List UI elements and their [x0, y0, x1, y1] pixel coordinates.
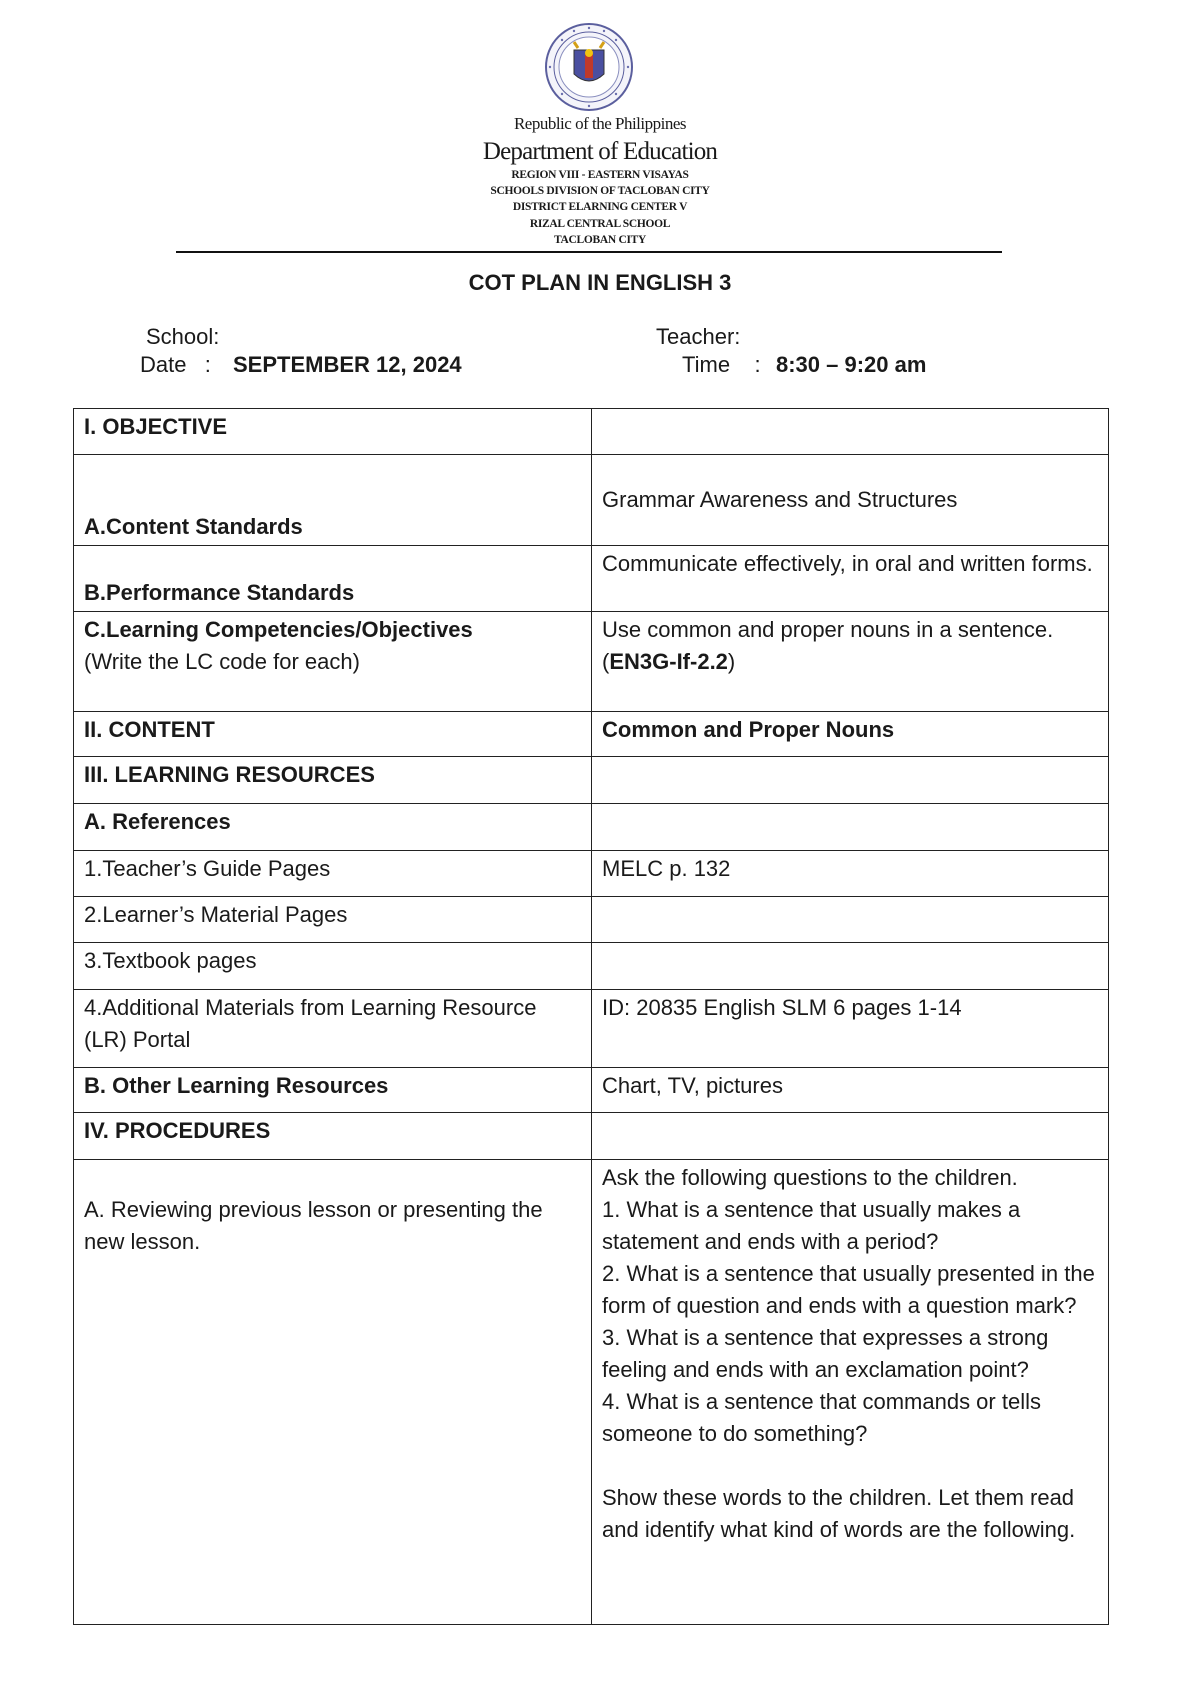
reviewing-content-cell — [592, 1160, 1109, 1625]
table-row — [74, 757, 1109, 804]
other-resources-label: B. Other Learning Resources — [74, 1068, 592, 1113]
table-row — [74, 546, 1109, 612]
references-heading: A. References — [74, 804, 592, 851]
learning-resources-value — [592, 757, 1109, 804]
reviewing-question-1: 1. What is a sentence that usually makes a statement and ends with a period? — [602, 1197, 1021, 1254]
teachers-guide-label: 1.Teacher’s Guide Pages — [74, 851, 592, 897]
time-label: Time : — [682, 352, 761, 377]
city-line: TACLOBAN CITY — [553, 234, 647, 246]
header-divider — [176, 251, 1002, 253]
procedures-heading: IV. PROCEDURES — [74, 1113, 592, 1160]
reviewing-intro: Ask the following questions to the children. — [602, 1165, 1018, 1190]
teacher-label: Teacher: — [656, 324, 741, 349]
republic-line: Republic of the Philippines — [513, 114, 687, 133]
table-row — [74, 455, 1109, 546]
lc-code-close: ) — [727, 649, 736, 674]
content-standards-value: Grammar Awareness and Structures — [592, 455, 1109, 546]
learning-competencies-value-cell — [592, 612, 1109, 712]
learning-competencies-label: C.Learning Competencies/Objectives — [84, 617, 473, 642]
table-row — [74, 1068, 1109, 1113]
objective-value — [592, 409, 1109, 455]
reviewing-label: A. Reviewing previous lesson or presenting the new lesson. — [84, 1197, 543, 1254]
performance-standards-value: Communicate effectively, in oral and written forms. — [592, 546, 1109, 612]
table-row — [74, 1113, 1109, 1160]
learning-resources-heading: III. LEARNING RESOURCES — [74, 757, 592, 804]
table-row — [74, 712, 1109, 757]
lc-code-open: ( — [602, 649, 610, 674]
learning-competencies-note: (Write the LC code for each) — [84, 649, 360, 674]
teachers-guide-value: MELC p. 132 — [592, 851, 1109, 897]
performance-standards-label: B.Performance Standards — [74, 546, 592, 612]
additional-materials-value: ID: 20835 English SLM 6 pages 1-14 — [592, 990, 1109, 1068]
table-row — [74, 409, 1109, 455]
content-value: Common and Proper Nouns — [592, 712, 1109, 757]
other-resources-value: Chart, TV, pictures — [592, 1068, 1109, 1113]
reviewing-label-cell — [74, 1160, 592, 1625]
lesson-plan-table — [73, 408, 1109, 1625]
objective-heading: I. OBJECTIVE — [74, 409, 592, 455]
reviewing-question-4: 4. What is a sentence that commands or tells someone to do something? — [602, 1389, 1041, 1446]
learning-competencies-value: Use common and proper nouns in a sentence. — [602, 617, 1054, 642]
division-line: SCHOOLS DIVISION OF TACLOBAN CITY — [490, 185, 710, 197]
reviewing-question-3: 3. What is a sentence that expresses a strong feeling and ends with an exclamation point? — [602, 1325, 1049, 1382]
table-row — [74, 612, 1109, 712]
reviewing-question-2: 2. What is a sentence that usually presented in the form of question and ends with a question mark? — [602, 1261, 1095, 1318]
table-row — [74, 804, 1109, 851]
time-value: 8:30 – 9:20 am — [776, 352, 927, 377]
page-title: COT PLAN IN ENGLISH 3 — [468, 270, 732, 295]
table-row — [74, 897, 1109, 943]
textbook-value — [592, 943, 1109, 990]
additional-materials-label: 4.Additional Materials from Learning Resource (LR) Portal — [74, 990, 592, 1068]
table-row — [74, 943, 1109, 990]
lc-code: EN3G-If-2.2 — [609, 649, 728, 674]
learning-competencies-cell — [74, 612, 592, 712]
references-value — [592, 804, 1109, 851]
table-row — [74, 1160, 1109, 1625]
table-row — [74, 851, 1109, 897]
learners-material-label: 2.Learner’s Material Pages — [74, 897, 592, 943]
department-name: Department of Education — [482, 138, 718, 165]
date-value: SEPTEMBER 12, 2024 — [233, 352, 462, 377]
content-standards-label: A.Content Standards — [74, 455, 592, 546]
school-name-line: RIZAL CENTRAL SCHOOL — [529, 218, 671, 230]
reviewing-outro: Show these words to the children. Let them read and identify what kind of words are the following. — [602, 1485, 1076, 1542]
learners-material-value — [592, 897, 1109, 943]
content-heading: II. CONTENT — [74, 712, 592, 757]
table-row — [74, 990, 1109, 1068]
date-label: Date : — [140, 352, 211, 377]
school-label: School: — [146, 324, 220, 349]
textbook-label: 3.Textbook pages — [74, 943, 592, 990]
procedures-value — [592, 1113, 1109, 1160]
deped-seal-logo — [544, 22, 634, 112]
region-line: REGION VIII - EASTERN VISAYAS — [511, 169, 689, 181]
district-line: DISTRICT ELARNING CENTER V — [512, 201, 688, 213]
